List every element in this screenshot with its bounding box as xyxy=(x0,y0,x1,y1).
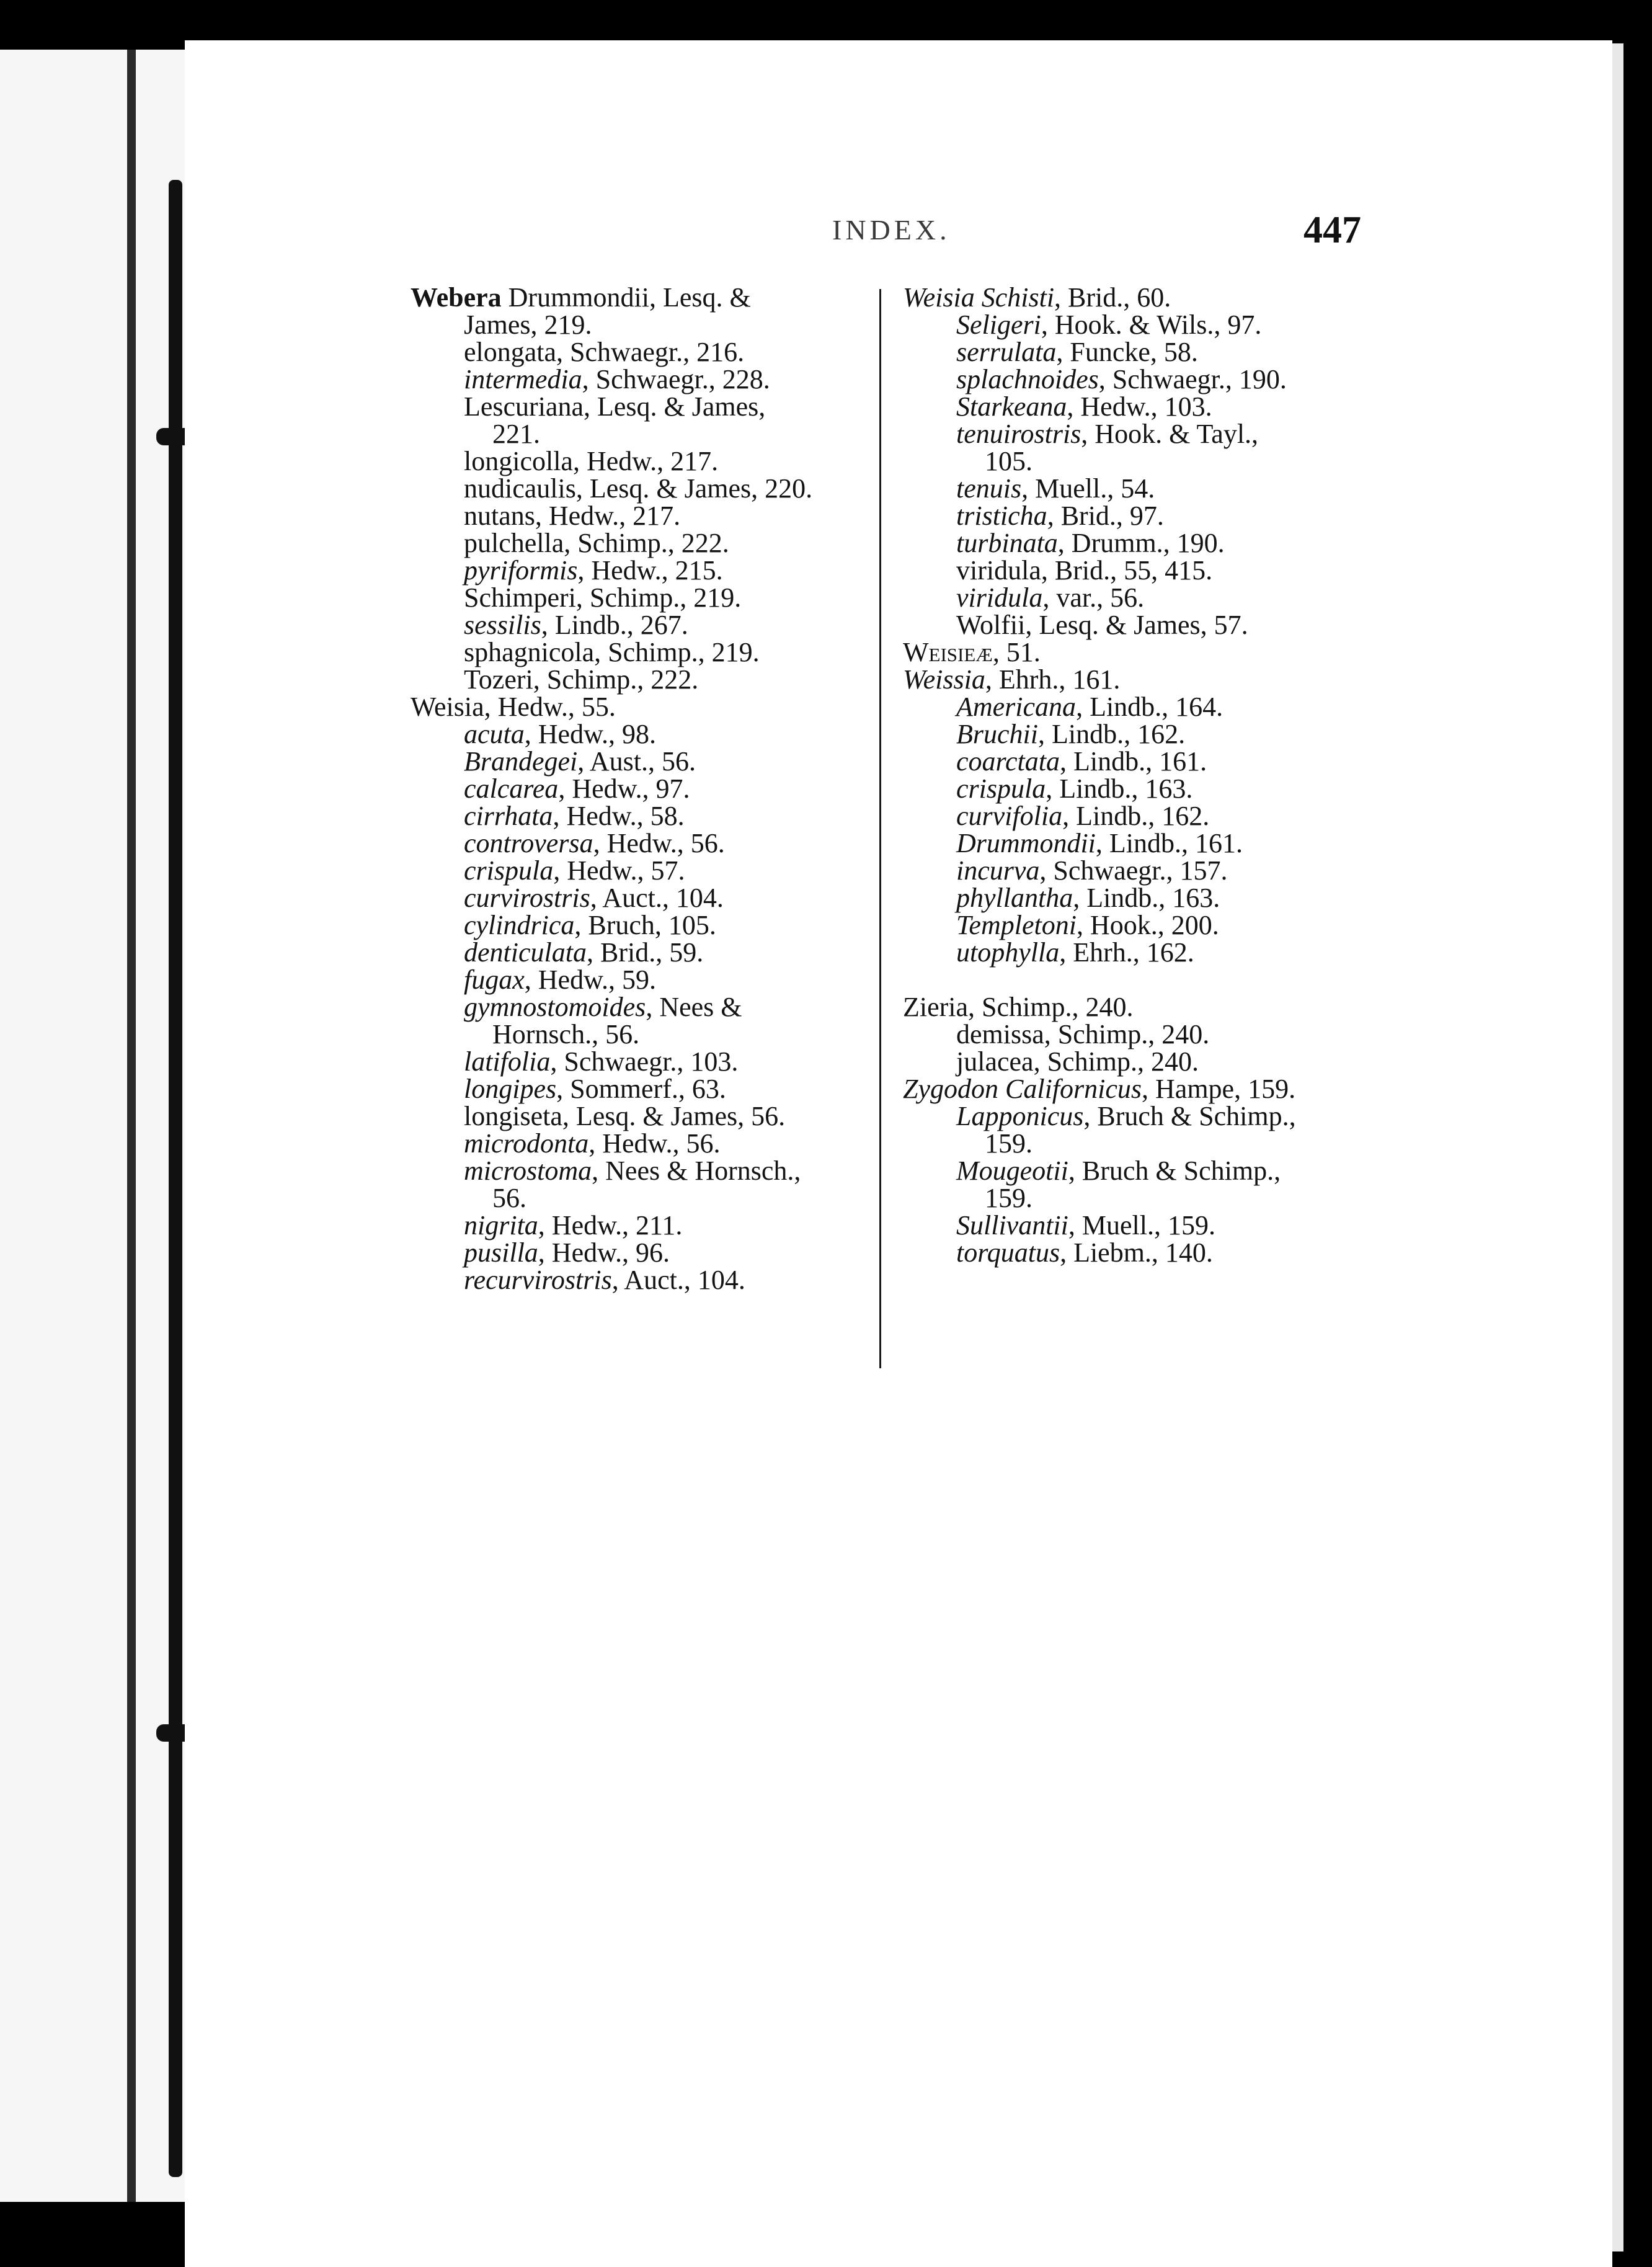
entry-text: , Schwaegr., 157. xyxy=(1039,855,1228,886)
index-entry xyxy=(411,284,869,311)
index-entry-continuation xyxy=(903,1185,1374,1212)
entry-text: , Muell., 159. xyxy=(1068,1210,1215,1240)
entry-text: , Lindb., 164. xyxy=(1076,692,1223,722)
running-head: INDEX. xyxy=(832,214,951,246)
entry-text: , Nees & Hornsch., xyxy=(592,1156,801,1186)
index-entry xyxy=(411,1103,869,1130)
taxon-name: fugax xyxy=(464,964,525,995)
entry-text: , Muell., 54. xyxy=(1021,473,1155,504)
index-entry xyxy=(411,721,869,748)
index-entry xyxy=(411,1130,869,1157)
index-entry-continuation xyxy=(411,1185,869,1212)
entry-text: pulchella, Schimp., 222. xyxy=(464,528,729,558)
index-entry xyxy=(411,857,869,884)
entry-spacer xyxy=(903,966,1374,994)
entry-text: , Aust., 56. xyxy=(577,746,696,777)
entry-text: Hornsch., 56. xyxy=(492,1019,640,1049)
taxon-name: viridula xyxy=(956,582,1043,613)
entry-text: , Hook. & Tayl., xyxy=(1081,419,1259,449)
entry-text: , Lindb., 162. xyxy=(1062,801,1210,831)
entry-text: , Lindb., 267. xyxy=(541,610,688,640)
index-entry xyxy=(411,1239,869,1267)
index-entry xyxy=(411,912,869,939)
entry-text: , Drumm., 190. xyxy=(1057,528,1225,558)
index-entry xyxy=(903,693,1374,721)
index-entry xyxy=(903,584,1374,612)
index-entry xyxy=(903,557,1374,584)
entry-text: , Hedw., 59. xyxy=(524,964,656,995)
entry-text: demissa, Schimp., 240. xyxy=(956,1019,1210,1049)
index-entry xyxy=(411,366,869,393)
entry-text: longicolla, Hedw., 217. xyxy=(464,446,719,476)
taxon-name: microdonta xyxy=(464,1128,589,1159)
entry-text: , Schwaegr., 216. xyxy=(556,337,745,367)
entry-text: 159. xyxy=(985,1183,1032,1213)
taxon-name: Sullivantii xyxy=(956,1210,1068,1240)
entry-text: , Sommerf., 63. xyxy=(556,1074,726,1104)
entry-text: sphagnicola, Schimp., 219. xyxy=(464,637,760,667)
index-entry xyxy=(903,1212,1374,1239)
index-entry xyxy=(903,830,1374,857)
entry-text: elongata xyxy=(464,337,557,367)
entry-text: , Hedw., 58. xyxy=(553,801,685,831)
taxon-name: splachnoides xyxy=(956,364,1099,394)
taxon-name: cylindrica xyxy=(464,910,575,940)
index-entry xyxy=(903,884,1374,912)
entry-text: 221. xyxy=(492,419,540,449)
entry-text: , Hedw., 103. xyxy=(1067,391,1212,422)
index-entry-continuation xyxy=(411,1021,869,1048)
index-entry xyxy=(903,421,1374,448)
index-entry xyxy=(411,448,869,475)
entry-text: James, 219. xyxy=(464,310,592,340)
taxon-name: crispula xyxy=(956,773,1046,804)
index-entry xyxy=(411,1076,869,1103)
index-entry xyxy=(903,748,1374,775)
page-edge xyxy=(1612,43,1623,2251)
index-entry xyxy=(411,639,869,666)
index-entry xyxy=(903,311,1374,339)
column-divider xyxy=(879,289,881,1368)
index-entry xyxy=(903,502,1374,530)
index-entry xyxy=(411,748,869,775)
entry-text: Zieria, Schimp., 240. xyxy=(903,992,1134,1022)
index-entry xyxy=(903,912,1374,939)
entry-text: , Auct., 104. xyxy=(611,1265,745,1295)
entry-text: nutans, Hedw., 217. xyxy=(464,501,681,531)
entry-text: 105. xyxy=(985,446,1032,476)
index-entry xyxy=(411,612,869,639)
taxon-name: calcarea xyxy=(464,773,559,804)
index-entry xyxy=(903,1157,1374,1185)
taxon-name: curvifolia xyxy=(956,801,1063,831)
entry-text: , Brid., 97. xyxy=(1047,501,1164,531)
taxon-name: microstoma xyxy=(464,1156,592,1186)
taxon-name: nigrita xyxy=(464,1210,538,1240)
entry-text: , Brid., 59. xyxy=(586,937,704,968)
index-entry xyxy=(903,339,1374,366)
taxon-name: incurva xyxy=(956,855,1040,886)
entry-text: Schimperi, Schimp., 219. xyxy=(464,582,742,613)
index-entry xyxy=(411,775,869,803)
index-entry-continuation xyxy=(411,311,869,339)
taxon-name: tenuirostris xyxy=(956,419,1081,449)
taxon-name: intermedia xyxy=(464,364,582,394)
index-entry xyxy=(903,284,1374,311)
taxon-name: latifolia xyxy=(464,1046,551,1077)
entry-text: , Schwaegr., 228. xyxy=(582,364,770,394)
taxon-name: Mougeotii xyxy=(956,1156,1068,1186)
index-entry xyxy=(903,1076,1374,1103)
entry-text: , Ehrh., 161. xyxy=(985,664,1121,695)
taxon-name: phyllantha xyxy=(956,883,1073,913)
entry-text: , Lindb., 161. xyxy=(1060,746,1207,777)
entry-text: , Lindb., 163. xyxy=(1046,773,1193,804)
taxon-name: Seligeri xyxy=(956,310,1041,340)
taxon-name: serrulata xyxy=(956,337,1057,367)
facing-page-edge xyxy=(0,50,186,2202)
taxon-name: Zygodon Californicus xyxy=(903,1074,1142,1104)
taxon-name: torquatus xyxy=(956,1237,1060,1268)
entry-text: , Nees & xyxy=(646,992,742,1022)
index-entry-continuation xyxy=(903,1130,1374,1157)
entry-text: , var., 56. xyxy=(1042,582,1145,613)
entry-text: 56. xyxy=(492,1183,526,1213)
taxon-name: crispula xyxy=(464,855,554,886)
entry-text: Weisieæ xyxy=(903,637,993,667)
entry-text: , 51. xyxy=(992,637,1041,667)
index-entry xyxy=(903,775,1374,803)
entry-text: , Lindb., 162. xyxy=(1037,719,1186,749)
index-column-right xyxy=(903,284,1374,1267)
taxon-name: controversa xyxy=(464,828,593,858)
taxon-name: Bruchii xyxy=(956,719,1038,749)
index-entry xyxy=(903,393,1374,421)
index-entry xyxy=(411,884,869,912)
entry-text: , Hedw., 211. xyxy=(538,1210,683,1240)
taxon-name: cirrhata xyxy=(464,801,553,831)
entry-text: , Lindb., 161. xyxy=(1095,828,1243,858)
taxon-name: recurvirostris xyxy=(464,1265,612,1295)
index-entry xyxy=(903,857,1374,884)
entry-text: , Hedw., 56. xyxy=(593,828,725,858)
entry-text: viridula, Brid., 55, 415. xyxy=(956,555,1213,586)
taxon-name: gymnostomoides xyxy=(464,992,646,1022)
entry-text: 159. xyxy=(985,1128,1032,1159)
taxon-name: tristicha xyxy=(956,501,1047,531)
taxon-name: Starkeana xyxy=(956,391,1067,422)
entry-text: , Lindb., 163. xyxy=(1073,883,1220,913)
entry-text: , Hedw., 96. xyxy=(538,1237,670,1268)
entry-text: Drummondii, Lesq. & xyxy=(501,282,751,313)
index-entry xyxy=(411,994,869,1021)
entry-text: , Hedw., 57. xyxy=(553,855,685,886)
entry-text: Lescuriana, Lesq. & James, xyxy=(464,391,766,422)
index-entry-continuation xyxy=(903,448,1374,475)
index-entry xyxy=(411,584,869,612)
index-entry xyxy=(903,939,1374,966)
entry-text: , Hampe, 159. xyxy=(1142,1074,1296,1104)
index-entry xyxy=(411,557,869,584)
entry-text: , Hedw., 56. xyxy=(588,1128,721,1159)
page-number: 447 xyxy=(1303,209,1361,251)
taxon-name: curvirostris xyxy=(464,883,590,913)
index-entry xyxy=(903,1103,1374,1130)
entry-text: , Hedw., 215. xyxy=(577,555,723,586)
entry-text: , Auct., 104. xyxy=(590,883,724,913)
index-entry xyxy=(411,502,869,530)
entry-text: , Liebm., 140. xyxy=(1060,1237,1213,1268)
taxon-name: sessilis xyxy=(464,610,541,640)
entry-text: , Schwaegr., 190. xyxy=(1098,364,1287,394)
taxon-name: Lapponicus xyxy=(956,1101,1084,1131)
entry-text: Wolfii, Lesq. & James, 57. xyxy=(956,610,1248,640)
taxon-name: denticulata xyxy=(464,937,587,968)
index-entry xyxy=(411,803,869,830)
index-entry xyxy=(903,1239,1374,1267)
entry-text: , Bruch, 105. xyxy=(574,910,716,940)
index-entry xyxy=(411,1212,869,1239)
index-entry xyxy=(903,366,1374,393)
binding-thread xyxy=(169,180,182,2177)
index-entry xyxy=(411,830,869,857)
entry-text: , Bruch & Schimp., xyxy=(1068,1156,1281,1186)
taxon-name: tenuis xyxy=(956,473,1022,504)
entry-text: , Schwaegr., 103. xyxy=(550,1046,739,1077)
entry-text: , Hook. & Wils., 97. xyxy=(1041,310,1262,340)
entry-text: , Funcke, 58. xyxy=(1056,337,1198,367)
entry-text: Tozeri, Schimp., 222. xyxy=(464,664,699,695)
index-entry xyxy=(411,966,869,994)
index-entry xyxy=(903,639,1374,666)
index-entry xyxy=(903,612,1374,639)
taxon-name: coarctata xyxy=(956,746,1060,777)
taxon-name: Brandegei xyxy=(464,746,578,777)
index-entry xyxy=(903,994,1374,1021)
entry-text: , Hedw., 97. xyxy=(558,773,690,804)
index-entry xyxy=(411,475,869,502)
entry-text: julacea, Schimp., 240. xyxy=(956,1046,1199,1077)
index-entry xyxy=(411,393,869,421)
index-entry xyxy=(903,666,1374,693)
taxon-name: acuta xyxy=(464,719,525,749)
index-column-left xyxy=(411,284,869,1294)
entry-text: , Ehrh., 162. xyxy=(1059,937,1194,968)
entry-text: , Brid., 60. xyxy=(1054,282,1171,313)
taxon-name: pyriformis xyxy=(464,555,578,586)
taxon-name: Weisia Schisti xyxy=(903,282,1055,313)
entry-text: longiseta, Lesq. & James, 56. xyxy=(464,1101,786,1131)
index-entry xyxy=(411,339,869,366)
index-entry xyxy=(903,530,1374,557)
taxon-name: Drummondii xyxy=(956,828,1096,858)
book-page xyxy=(185,40,1612,2267)
taxon-name: utophylla xyxy=(956,937,1060,968)
taxon-name: Templetoni xyxy=(956,910,1077,940)
index-entry xyxy=(411,939,869,966)
index-entry xyxy=(411,1157,869,1185)
index-entry xyxy=(903,1021,1374,1048)
page-fold-shadow xyxy=(127,50,136,2202)
index-entry xyxy=(411,666,869,693)
index-entry xyxy=(903,1048,1374,1076)
taxon-name: turbinata xyxy=(956,528,1058,558)
index-entry xyxy=(411,693,869,721)
index-entry xyxy=(411,1267,869,1294)
index-entry xyxy=(903,721,1374,748)
entry-text: nudicaulis, Lesq. & James, 220. xyxy=(464,473,813,504)
entry-text: , Hook., 200. xyxy=(1076,910,1219,940)
index-entry xyxy=(411,530,869,557)
index-entry-continuation xyxy=(411,421,869,448)
entry-text: Weisia, Hedw., 55. xyxy=(411,692,616,722)
taxon-name: Weissia xyxy=(903,664,985,695)
taxon-name: Americana xyxy=(956,692,1077,722)
index-entry xyxy=(903,475,1374,502)
entry-text: , Hedw., 98. xyxy=(524,719,656,749)
entry-text: , Bruch & Schimp., xyxy=(1083,1101,1296,1131)
index-entry xyxy=(411,1048,869,1076)
index-entry xyxy=(903,803,1374,830)
entry-text: Webera xyxy=(411,282,502,313)
taxon-name: longipes xyxy=(464,1074,557,1104)
taxon-name: pusilla xyxy=(464,1237,538,1268)
